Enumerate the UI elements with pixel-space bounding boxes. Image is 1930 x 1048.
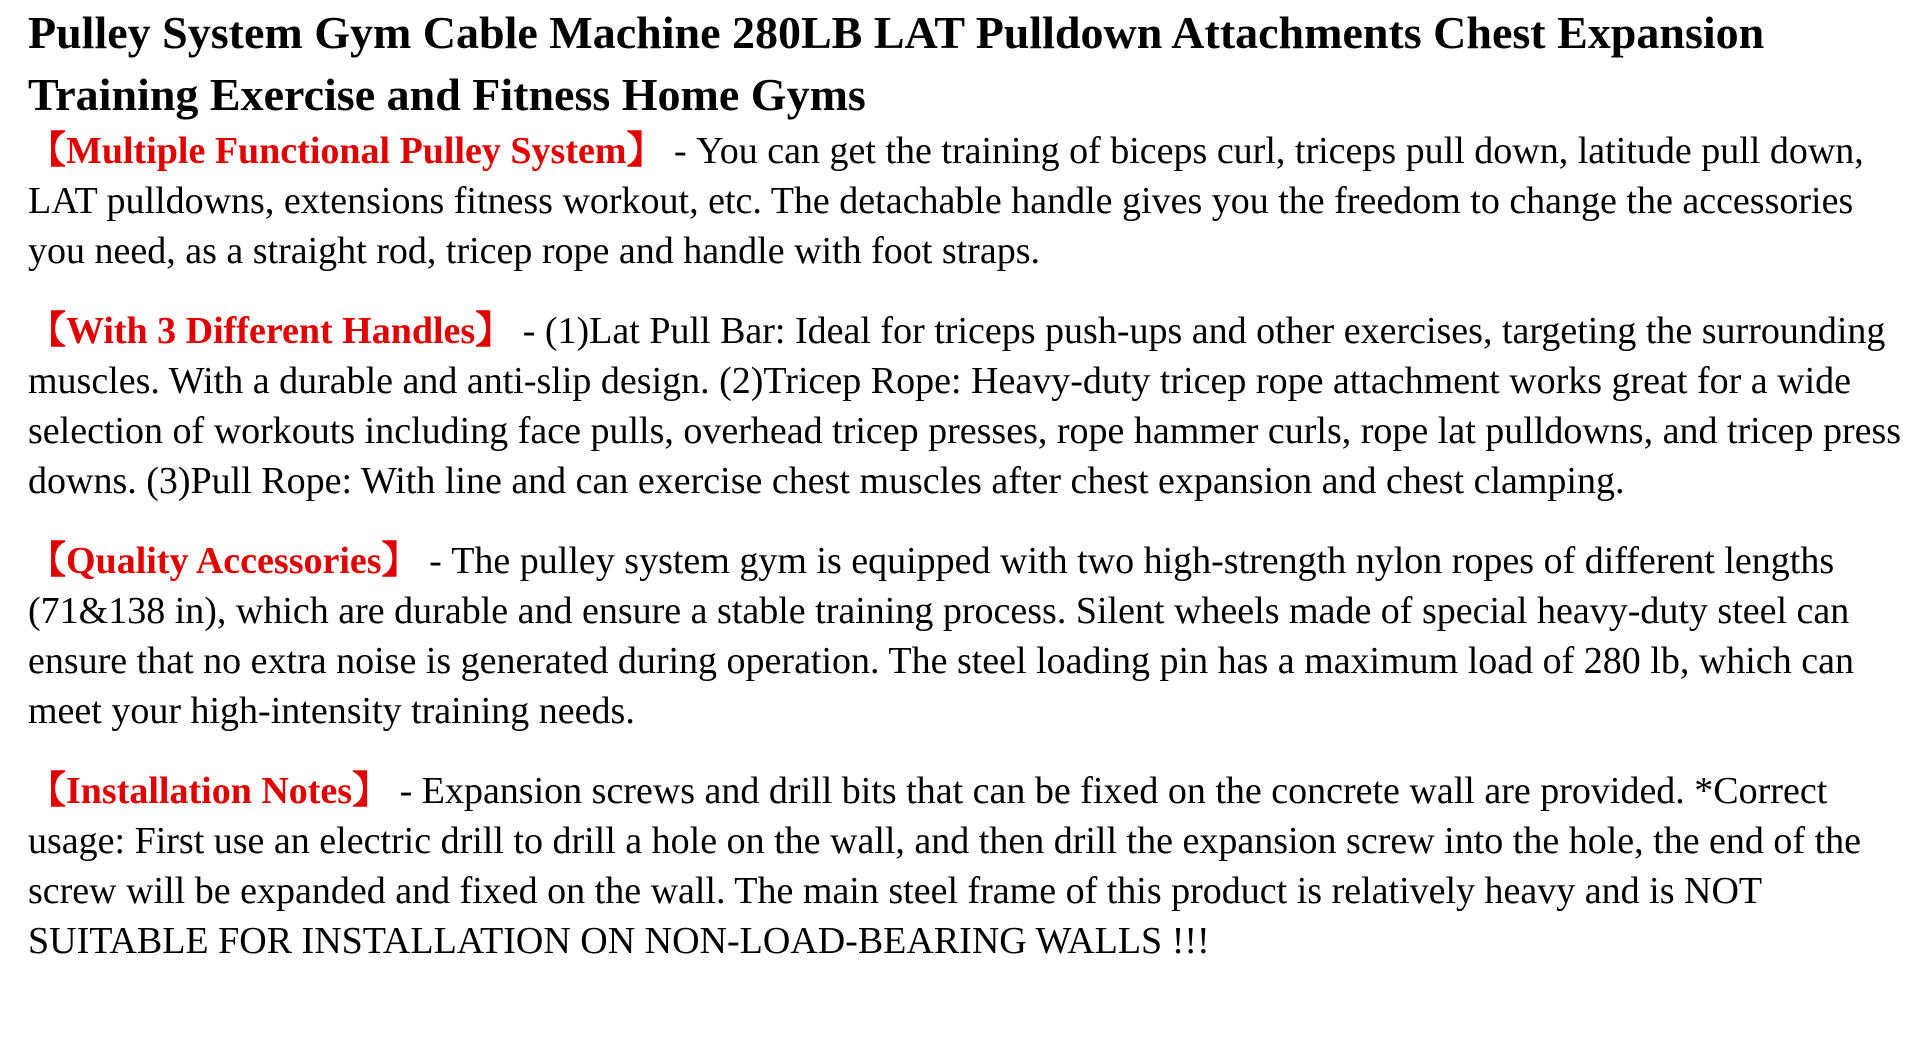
- section-heading: 【Installation Notes】: [28, 770, 391, 812]
- section-installation-notes: [28, 766, 1910, 966]
- section-heading: 【Multiple Functional Pulley System】: [28, 130, 665, 172]
- section-text: - (1)Lat Pull Bar: Ideal for triceps push-ups and other exercises, targeting the surrounding muscles. With a durable and anti-slip design. (2)Tricep Rope: Heavy-duty tricep rope attachment works great for a wide selection of workouts including face pulls, overhead tricep presses, rope hammer curls, rope lat pulldowns, and tricep press downs. (3)Pull Rope: With line and can exercise chest muscles after chest expansion and chest clamping.: [28, 310, 1902, 502]
- section-with-3-different-handles: [28, 306, 1910, 506]
- section-heading: 【Quality Accessories】: [28, 540, 420, 582]
- section-text: - Expansion screws and drill bits that can be fixed on the concrete wall are provided. *Correct usage: First use an electric drill to drill a hole on the wall, and then drill the expansion screw into the hole, the end of the screw will be expanded and fixed on the wall. The main steel frame of this product is relatively heavy and is NOT SUITABLE FOR INSTALLATION ON NON-LOAD-BEARING WALLS !!!: [28, 770, 1861, 962]
- section-quality-accessories: [28, 536, 1910, 736]
- section-text: - You can get the training of biceps curl, triceps pull down, latitude pull down, LAT pulldowns, extensions fitness workout, etc. The detachable handle gives you the freedom to change the accessories you need, as a straight rod, tricep rope and handle with foot straps.: [28, 130, 1864, 272]
- section-multiple-functional-pulley-system: [28, 126, 1910, 276]
- product-title: Pulley System Gym Cable Machine 280LB LAT Pulldown Attachments Chest Expansion Training Exercise and Fitness Home Gyms: [28, 7, 1765, 120]
- section-text: - The pulley system gym is equipped with two high-strength nylon ropes of different lengths (71&138 in), which are durable and ensure a stable training process. Silent wheels made of special heavy-duty steel can ensure that no extra noise is generated during operation. The steel loading pin has a maximum load of 280 lb, which can meet your high-intensity training needs.: [28, 540, 1854, 732]
- section-heading: 【With 3 Different Handles】: [28, 310, 514, 352]
